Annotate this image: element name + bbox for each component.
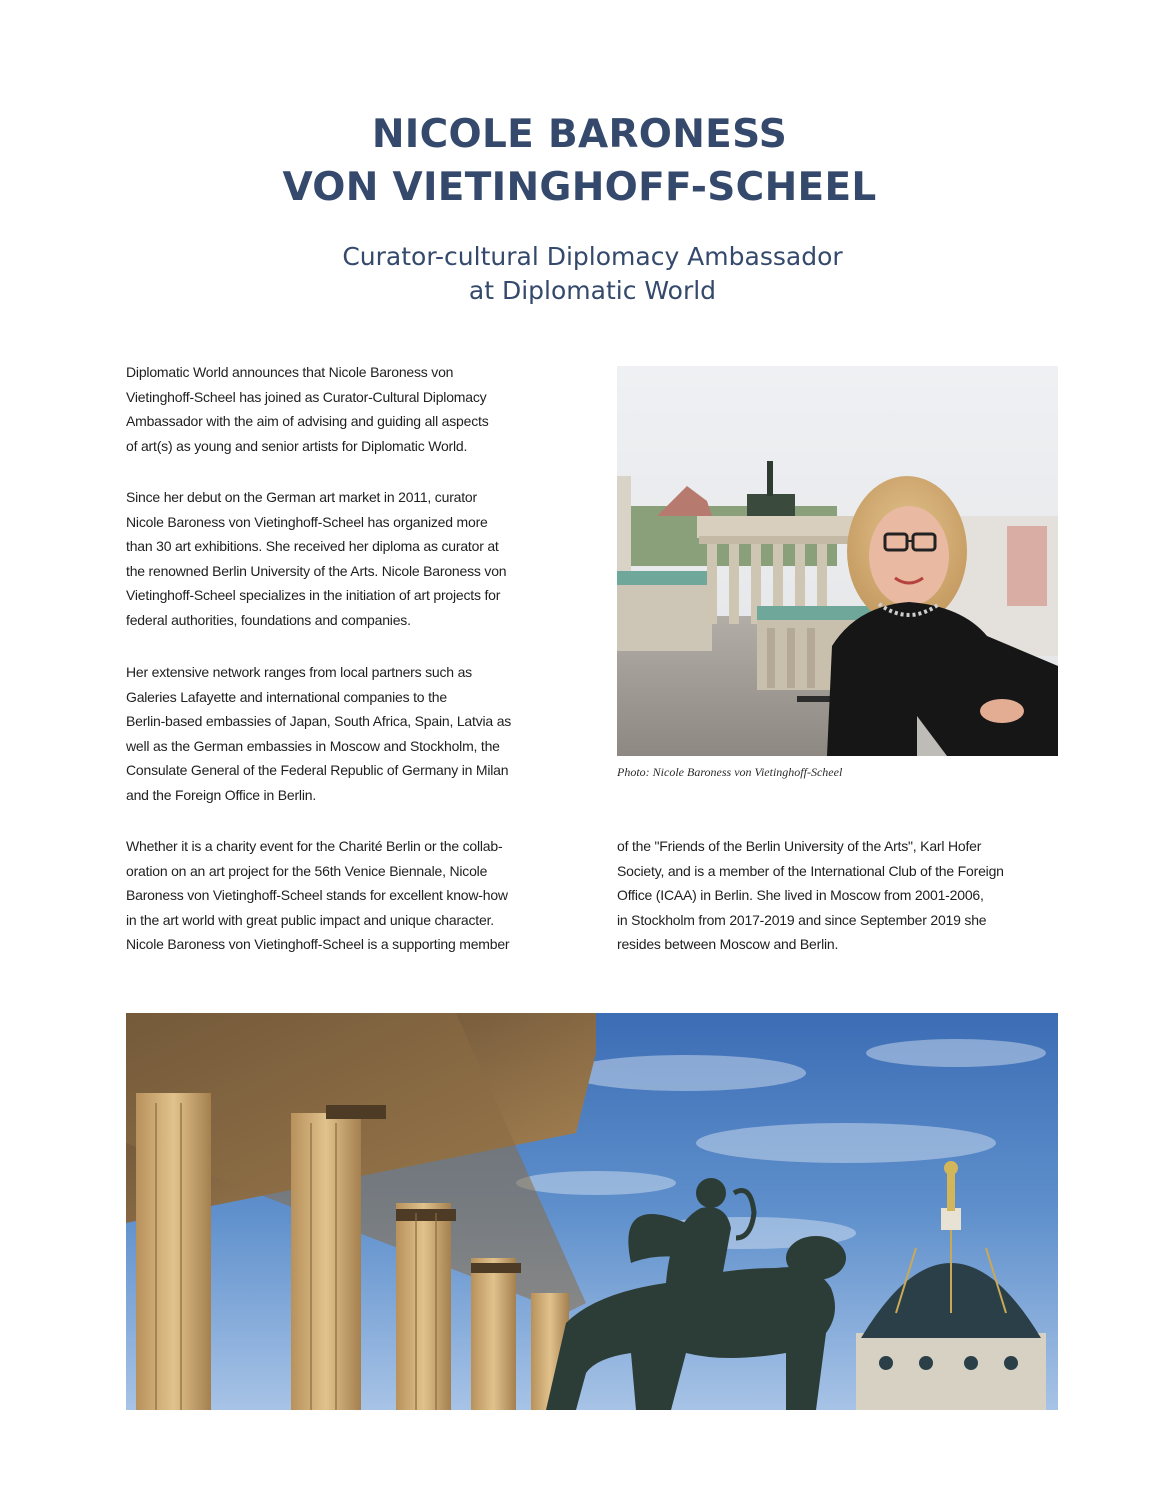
paragraph-line: Society, and is a member of the International Club of the Foreign [617,862,1004,879]
paragraph-line: oration on an art project for the 56th Venice Biennale, Nicole [126,862,488,879]
paragraph-line: Whether it is a charity event for the Charité Berlin or the collab- [126,838,503,854]
paragraph-line: Diplomatic World announces that Nicole Baroness von [126,364,454,380]
paragraph-line: resides between Moscow and Berlin. [617,936,839,952]
paragraph-line: Vietinghoff-Scheel specializes in the initiation of art projects for [126,587,501,603]
paragraph-line: Nicole Baroness von Vietinghoff-Scheel has organized more [126,513,488,530]
gendarmenmarkt-photo [126,1013,1058,1410]
paragraph-line: Ambassador with the aim of advising and guiding all aspects [126,413,489,429]
article-subtitle [0,240,1159,308]
paragraph-line: federal authorities, foundations and companies. [126,611,411,628]
photo-caption: Photo: Nicole Baroness von Vietinghoff-Scheel [617,765,843,779]
subtitle-line-2: at Diplomatic World [468,276,717,305]
paragraph-line: well as the German embassies in Moscow and Stockholm, the [126,737,500,754]
subtitle-line-1: Curator-cultural Diplomacy Ambassador [342,242,843,271]
paragraph-line: Vietinghoff-Scheel has joined as Curator-Cultural Diplomacy [126,388,487,405]
paragraph-line: and the Foreign Office in Berlin. [126,786,317,803]
paragraph-5 [617,834,1004,957]
paragraph-4 [126,834,509,957]
paragraph-line: Consulate General of the Federal Republic of Germany in Milan [126,762,509,778]
paragraph-line: in the art world with great public impact and unique character. [126,911,494,928]
paragraph-line: the renowned Berlin University of the Arts. Nicole Baroness von [126,562,507,579]
paragraph-line: Since her debut on the German art market in 2011, curator [126,489,477,505]
article-title [0,108,1159,214]
portrait-photo-illustration [617,366,1058,756]
paragraph-line: Galeries Lafayette and international companies to the [126,688,447,705]
paragraph-2 [126,485,506,632]
title-line-1: NICOLE BARONESS [371,112,788,157]
paragraph-line: Berlin-based embassies of Japan, South Africa, Spain, Latvia as [126,713,512,729]
paragraph-line: in Stockholm from 2017-2019 and since September 2019 she [617,911,987,928]
paragraph-line: Her extensive network ranges from local partners such as [126,664,472,680]
paragraph-line: than 30 art exhibitions. She received her diploma as curator at [126,538,499,554]
paragraph-line: Office (ICAA) in Berlin. She lived in Moscow from 2001-2006, [617,887,984,903]
title-line-2: VON VIETINGHOFF-SCHEEL [282,165,877,210]
paragraph-line: of art(s) as young and senior artists for Diplomatic World. [126,437,468,454]
paragraph-line: Baroness von Vietinghoff-Scheel stands for excellent know-how [126,887,508,903]
paragraph-1 [126,360,489,458]
paragraph-3 [126,660,511,807]
paragraph-line: Nicole Baroness von Vietinghoff-Scheel is a supporting member [126,936,510,952]
paragraph-line: of the "Friends of the Berlin University of the Arts", Karl Hofer [617,838,982,854]
portrait-photo [617,366,1058,756]
gendarmenmarkt-illustration [126,1013,1058,1410]
